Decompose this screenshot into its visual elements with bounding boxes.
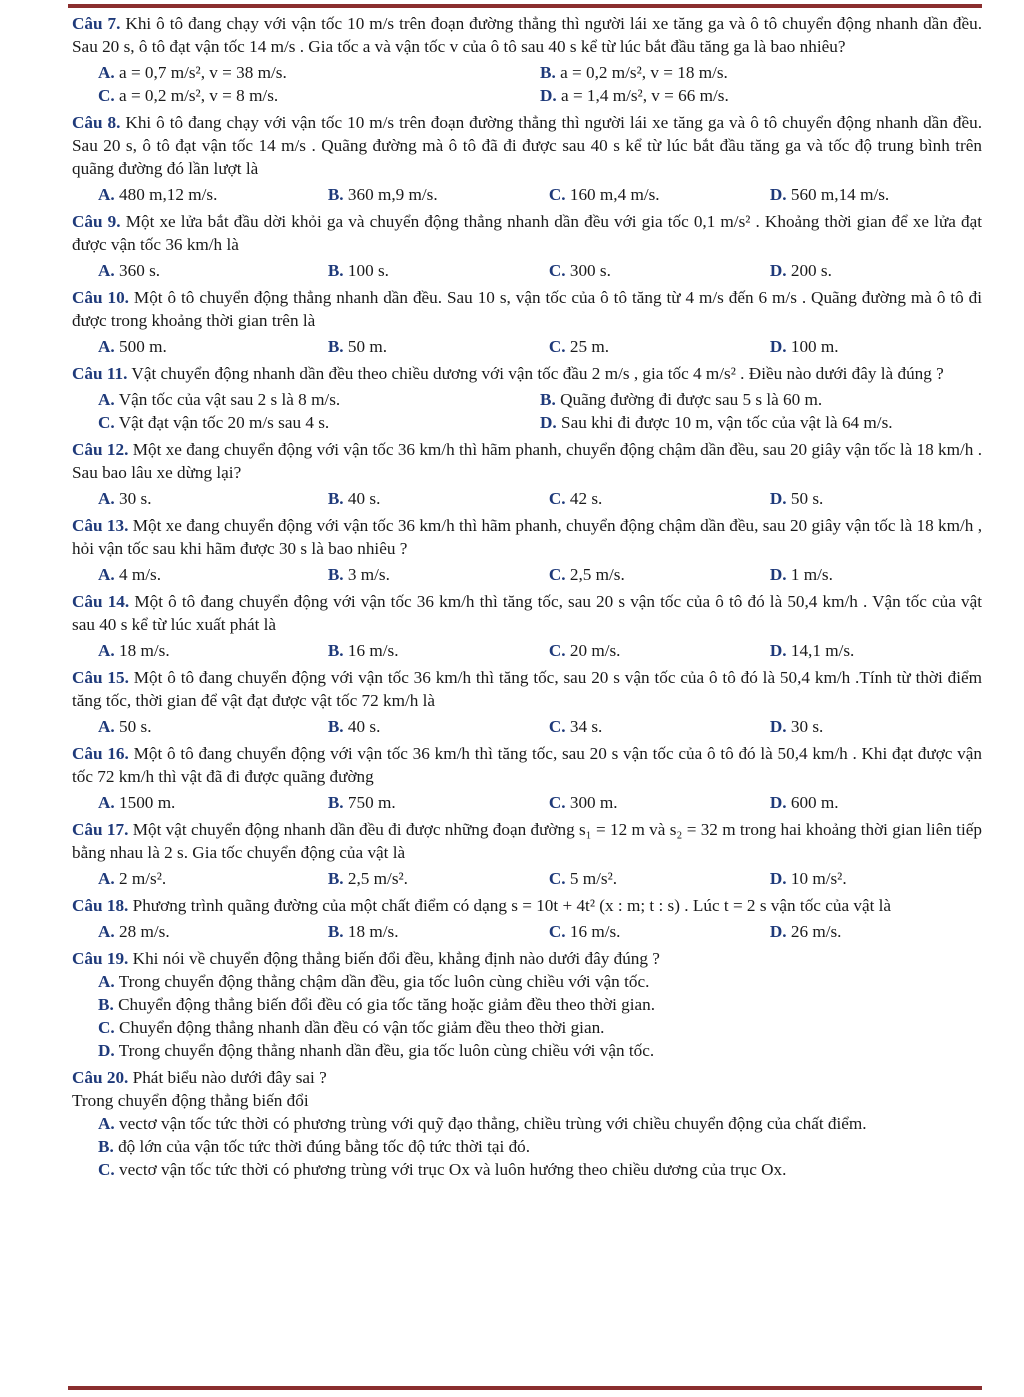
- question-19: [72, 947, 982, 1062]
- question-14: [72, 590, 982, 662]
- option-b: B. 40 s.: [327, 489, 381, 508]
- option-c: C. Vật đạt vận tốc 20 m/s sau 4 s.: [98, 413, 330, 432]
- options: [72, 487, 982, 510]
- question-label: Câu 17.: [72, 820, 129, 839]
- option-c: C. 300 m.: [548, 793, 618, 812]
- option-d: D. Trong chuyển động thẳng nhanh dần đều, gia tốc luôn cùng chiều với vận tốc.: [98, 1041, 655, 1060]
- question-10: [72, 286, 982, 358]
- question-16: [72, 742, 982, 814]
- question-7: [72, 12, 982, 107]
- option-d: D. 100 m.: [769, 337, 839, 356]
- question-label: Câu 15.: [72, 668, 129, 687]
- option-b: B. 40 s.: [327, 717, 381, 736]
- option-b: B. độ lớn của vận tốc tức thời đúng bằng tốc độ tức thời tại đó.: [98, 1137, 531, 1156]
- option-b: B. Quãng đường đi được sau 5 s là 60 m.: [540, 390, 823, 409]
- question-label: Câu 8.: [72, 113, 121, 132]
- question-stem: Vật chuyển động nhanh dần đều theo chiều dương với vận tốc đầu 2 m/s , gia tốc 4 m/s² . Điều nào dưới đây là đúng ?: [131, 364, 944, 383]
- option-a: A. 480 m,12 m/s.: [98, 185, 218, 204]
- options: [72, 61, 982, 107]
- question-stem: Một ô tô chuyển động thẳng nhanh dần đều. Sau 10 s, vận tốc của ô tô tăng từ 4 m/s đến 6 m/s . Quãng đường mà ô tô đi được trong khoảng thời gian trên là: [72, 288, 983, 330]
- option-a: A. 30 s.: [98, 489, 152, 508]
- option-b: B. 18 m/s.: [327, 922, 399, 941]
- option-d: D. 50 s.: [769, 489, 824, 508]
- option-b: B. 100 s.: [327, 261, 389, 280]
- option-b: B. 750 m.: [327, 793, 396, 812]
- option-b: B. Chuyển động thẳng biến đổi đều có gia tốc tăng hoặc giảm đều theo thời gian.: [98, 995, 656, 1014]
- option-a: A. 360 s.: [98, 261, 161, 280]
- option-b: B. 50 m.: [327, 337, 388, 356]
- question-label: Câu 9.: [72, 212, 121, 231]
- option-b: B. 16 m/s.: [327, 641, 399, 660]
- question-label: Câu 14.: [72, 592, 130, 611]
- option-c: C. a = 0,2 m/s², v = 8 m/s.: [98, 86, 279, 105]
- options: [72, 867, 982, 890]
- question-11: [72, 362, 982, 434]
- option-a: A. Vận tốc của vật sau 2 s là 8 m/s.: [98, 390, 341, 409]
- options: [72, 563, 982, 586]
- option-c: C. 2,5 m/s.: [548, 565, 625, 584]
- option-c: C. 20 m/s.: [548, 641, 621, 660]
- question-stem: Một ô tô đang chuyển động với vận tốc 36 km/h thì tăng tốc, sau 20 s vận tốc của ô tô đó là 50,4 km/h . Khi đạt được vận tốc 72 km/h thì vật đã đi được quãng đường: [72, 744, 982, 786]
- question-label: Câu 13.: [72, 516, 129, 535]
- question-label: Câu 11.: [72, 364, 128, 383]
- question-stem: Một ô tô đang chuyển động với vận tốc 36 km/h thì tăng tốc, sau 20 s vận tốc của ô tô đó là 50,4 km/h .Tính từ thời điểm tăng tốc, thời gian để vật đạt được vật tốc 72 km/h là: [72, 668, 983, 710]
- option-a: A. 18 m/s.: [98, 641, 170, 660]
- question-stem-continuation: Trong chuyển động thẳng biến đổi: [72, 1091, 309, 1110]
- option-a: A. 500 m.: [98, 337, 167, 356]
- document-page: [72, 12, 982, 1185]
- option-c: C. vectơ vận tốc tức thời có phương trùng với trục Ox và luôn hướng theo chiều dương của trục Ox.: [98, 1160, 787, 1179]
- option-d: D. 30 s.: [769, 717, 824, 736]
- options: [72, 1112, 982, 1181]
- options: [72, 388, 982, 434]
- options: [72, 791, 982, 814]
- question-label: Câu 18.: [72, 896, 129, 915]
- question-stem: Một xe lửa bắt đầu dời khỏi ga và chuyển động thẳng nhanh dần đều với gia tốc 0,1 m/s² . Khoảng thời gian để xe lửa đạt được vận tốc 36 km/h là: [72, 212, 983, 254]
- question-12: [72, 438, 982, 510]
- option-c: C. Chuyển động thẳng nhanh dần đều có vận tốc giảm đều theo thời gian.: [98, 1018, 605, 1037]
- question-label: Câu 20.: [72, 1068, 129, 1087]
- options: [72, 920, 982, 943]
- question-17: [72, 818, 982, 890]
- question-label: Câu 19.: [72, 949, 129, 968]
- option-c: C. 300 s.: [548, 261, 611, 280]
- question-9: [72, 210, 982, 282]
- options: [72, 183, 982, 206]
- option-a: A. Trong chuyển động thẳng chậm dần đều, gia tốc luôn cùng chiều với vận tốc.: [98, 972, 650, 991]
- question-15: [72, 666, 982, 738]
- option-c: C. 160 m,4 m/s.: [548, 185, 660, 204]
- options: [72, 259, 982, 282]
- option-d: D. a = 1,4 m/s², v = 66 m/s.: [540, 86, 729, 105]
- option-a: A. 1500 m.: [98, 793, 176, 812]
- option-d: D. 26 m/s.: [769, 922, 842, 941]
- question-stem: Khi nói về chuyển động thẳng biến đổi đều, khẳng định nào dưới đây đúng ?: [132, 949, 660, 968]
- option-c: C. 42 s.: [548, 489, 603, 508]
- question-stem: Khi ô tô đang chạy với vận tốc 10 m/s trên đoạn đường thẳng thì người lái xe tăng ga và ô tô chuyển động nhanh dần đều. Sau 20 s, ô tô đạt vận tốc 14 m/s . Gia tốc a và vận tốc v của ô tô sau 40 s kể từ lúc bắt đầu tăng ga là bao nhiêu?: [72, 14, 982, 56]
- question-label: Câu 10.: [72, 288, 129, 307]
- option-d: D. Sau khi đi được 10 m, vận tốc của vật là 64 m/s.: [540, 413, 893, 432]
- top-rule: [68, 4, 982, 8]
- bottom-rule: [68, 1386, 982, 1390]
- option-d: D. 600 m.: [769, 793, 839, 812]
- question-label: Câu 12.: [72, 440, 129, 459]
- option-c: C. 16 m/s.: [548, 922, 621, 941]
- option-b: B. 360 m,9 m/s.: [327, 185, 438, 204]
- question-13: [72, 514, 982, 586]
- question-stem: Một xe đang chuyển động với vận tốc 36 km/h thì hãm phanh, chuyển động chậm dần đều, sau 20 giây vận tốc là 18 km/h , hỏi vận tốc sau khi hãm được 30 s là bao nhiêu ?: [72, 516, 983, 558]
- question-stem: Phát biểu nào dưới đây sai ?: [132, 1068, 327, 1087]
- question-stem: Một vật chuyển động nhanh dần đều đi được những đoạn đường s₁ = 12 m và s₂ = 32 m trong hai khoảng thời gian liên tiếp bằng nhau là 2 s. Gia tốc chuyển động của vật là: [72, 820, 982, 862]
- question-8: [72, 111, 982, 206]
- question-label: Câu 7.: [72, 14, 121, 33]
- option-a: A. 2 m/s².: [98, 869, 167, 888]
- question-stem: Một ô tô đang chuyển động với vận tốc 36 km/h thì tăng tốc, sau 20 s vận tốc của ô tô đó là 50,4 km/h . Vận tốc của vật sau 40 s kể từ lúc xuất phát là: [72, 592, 982, 634]
- question-stem: Phương trình quãng đường của một chất điểm có dạng s = 10t + 4t² (x : m; t : s) . Lúc t = 2 s vận tốc của vật là: [132, 896, 892, 915]
- option-a: A. vectơ vận tốc tức thời có phương trùng với quỹ đạo thẳng, chiều trùng với chiều chuyển động của chất điểm.: [98, 1114, 867, 1133]
- option-c: C. 5 m/s².: [548, 869, 618, 888]
- question-stem: Khi ô tô đang chạy với vận tốc 10 m/s trên đoạn đường thẳng thì người lái xe tăng ga và ô tô chuyển động nhanh dần đều. Sau 20 s, ô tô đạt vận tốc 14 m/s . Quãng đường mà ô tô đã đi được sau 40 s kể từ lúc bắt đầu tăng ga và tốc độ trung bình trên quãng đường đó lần lượt là: [72, 113, 982, 178]
- option-a: A. a = 0,7 m/s², v = 38 m/s.: [98, 63, 287, 82]
- options: [72, 970, 982, 1062]
- question-20: [72, 1066, 982, 1181]
- option-d: D. 1 m/s.: [769, 565, 833, 584]
- option-b: B. 2,5 m/s².: [327, 869, 408, 888]
- options: [72, 335, 982, 358]
- question-stem: Một xe đang chuyển động với vận tốc 36 km/h thì hãm phanh, chuyển động chậm dần đều, sau 20 giây vận tốc là 18 km/h . Sau bao lâu xe dừng lại?: [72, 440, 983, 482]
- option-b: B. 3 m/s.: [327, 565, 390, 584]
- option-d: D. 14,1 m/s.: [769, 641, 855, 660]
- option-d: D. 200 s.: [769, 261, 832, 280]
- option-a: A. 50 s.: [98, 717, 152, 736]
- option-d: D. 560 m,14 m/s.: [769, 185, 890, 204]
- question-18: [72, 894, 982, 943]
- option-d: D. 10 m/s².: [769, 869, 847, 888]
- option-c: C. 34 s.: [548, 717, 603, 736]
- options: [72, 639, 982, 662]
- option-a: A. 4 m/s.: [98, 565, 162, 584]
- options: [72, 715, 982, 738]
- option-b: B. a = 0,2 m/s², v = 18 m/s.: [540, 63, 728, 82]
- question-label: Câu 16.: [72, 744, 129, 763]
- option-a: A. 28 m/s.: [98, 922, 170, 941]
- option-c: C. 25 m.: [548, 337, 609, 356]
